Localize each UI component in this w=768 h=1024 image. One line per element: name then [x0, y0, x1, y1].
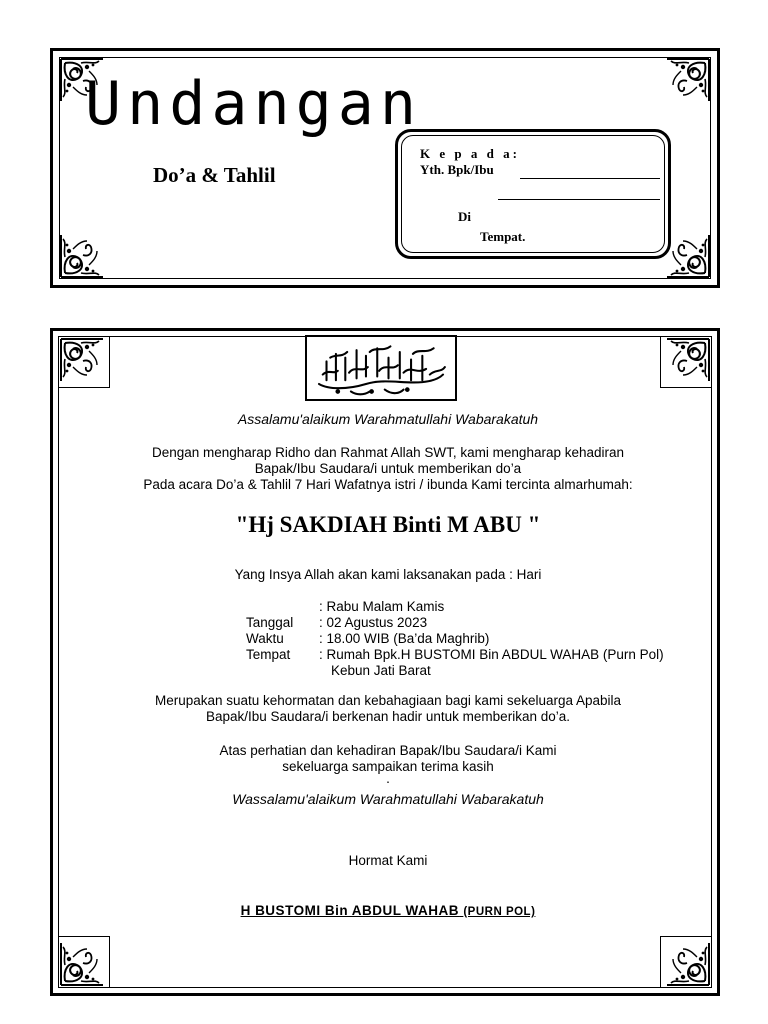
tempat-label: Tempat: [246, 647, 291, 662]
address-kepada: K e p a d a:: [420, 146, 520, 161]
ornament-corner-icon: [59, 233, 105, 279]
waktu-value: : 18.00 WIB (Ba’da Maghrib): [319, 631, 490, 646]
tanggal-label: Tanggal: [246, 615, 294, 630]
schedule-intro: Yang Insya Allah akan kami laksanakan pada : Hari: [234, 567, 542, 582]
thanks-line: sekeluarga sampaikan terima kasih: [282, 759, 494, 774]
envelope-card: [50, 48, 720, 288]
signatory-name: H BUSTOMI Bin ABDUL WAHAB: [240, 903, 460, 918]
ornament-corner-icon: [665, 233, 711, 279]
address-blank-line: [498, 199, 660, 200]
intro-line: Bapak/Ibu Saudara/i untuk memberikan do’a: [254, 461, 522, 476]
ornament-corner-icon: [665, 57, 711, 103]
intro-line: Dengan mengharap Ridho dan Rahmat Allah SWT, kami mengharap kehadiran: [151, 445, 625, 460]
signatory: [53, 903, 723, 920]
bismillah-calligraphy-icon: [305, 335, 457, 401]
address-di: Di: [458, 209, 471, 224]
thanks-line: Atas perhatian dan kehadiran Bapak/Ibu Saudara/i Kami: [219, 743, 557, 758]
signatory-suffix: (PURN POL): [463, 906, 536, 918]
intro-line: Pada acara Do’a & Tahlil 7 Hari Wafatnya istri / ibunda Kami tercinta almarhumah:: [143, 477, 633, 492]
honor-line: Merupakan suatu kehormatan dan kebahagiaan bagi kami sekeluarga Apabila: [154, 693, 622, 708]
address-tempat: Tempat.: [480, 229, 526, 244]
tempat-value-line2: Kebun Jati Barat: [331, 663, 431, 678]
hari-value: : Rabu Malam Kamis: [319, 599, 445, 614]
address-recipient-label: Yth. Bpk/Ibu: [420, 162, 494, 177]
thanks-line-dot: .: [386, 771, 390, 786]
regards: Hormat Kami: [348, 853, 428, 868]
closing-greeting: Wassalamu'alaikum Warahmatullahi Wabarakatuh: [232, 791, 544, 807]
ornament-corner-icon: [665, 337, 711, 383]
ornament-corner-icon: [59, 337, 105, 383]
deceased-name: "Hj SAKDIAH Binti M ABU ": [235, 512, 541, 537]
address-blank-line: [520, 178, 660, 179]
envelope-title: Undangan: [85, 69, 422, 139]
address-box: [395, 129, 671, 259]
envelope-subtitle: Do’a & Tahlil: [153, 163, 276, 187]
tanggal-value: : 02 Agustus 2023: [319, 615, 428, 630]
ornament-corner-icon: [59, 941, 105, 987]
ornament-corner-icon: [665, 941, 711, 987]
opening-greeting: Assalamu'alaikum Warahmatullahi Wabarakatuh: [237, 411, 539, 427]
waktu-label: Waktu: [246, 631, 284, 646]
honor-line: Bapak/Ibu Saudara/i berkenan hadir untuk memberikan do’a.: [206, 709, 570, 724]
invitation-card: [50, 328, 720, 996]
tempat-value: : Rumah Bpk.H BUSTOMI Bin ABDUL WAHAB (Purn Pol): [319, 647, 664, 662]
